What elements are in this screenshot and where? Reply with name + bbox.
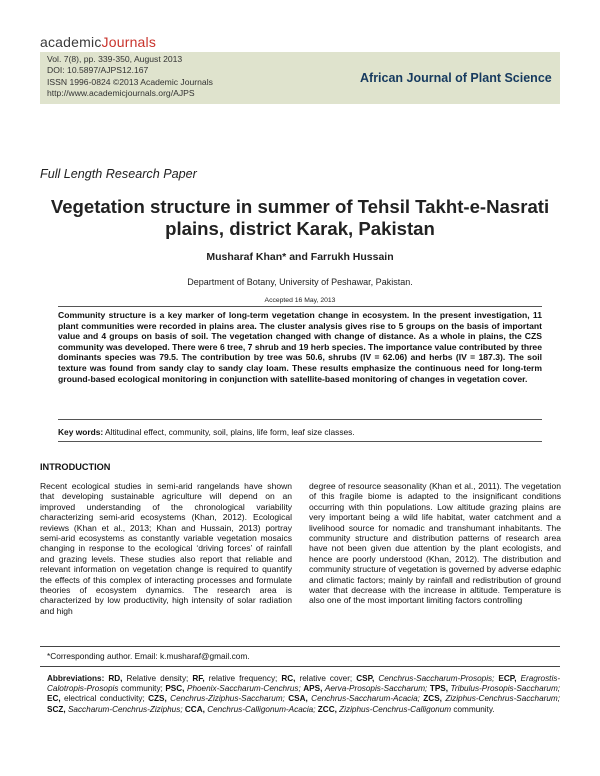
paper-title: Vegetation structure in summer of Tehsil Takht-e-Nasrati plains, district Karak, Pakistan — [50, 196, 550, 239]
paper-type: Full Length Research Paper — [40, 167, 197, 181]
journal-issn: ISSN 1996-0824 ©2013 Academic Journals — [47, 76, 213, 87]
abbrev-code: PSC, — [165, 684, 185, 694]
abbrev-desc: relative frequency; — [208, 674, 278, 683]
abbrev-desc: electrical conductivity; — [64, 694, 145, 704]
abstract-top-rule — [58, 306, 542, 307]
abbrev-desc: Cenchrus-Saccharum-Acacia; — [311, 694, 420, 704]
journal-url[interactable]: http://www.academicjournals.org/AJPS — [47, 88, 195, 99]
abbrev-code: CSA, — [288, 694, 308, 704]
abbreviations — [47, 674, 560, 715]
publisher-logo — [40, 34, 156, 50]
abbrev-code: ZCS, — [423, 694, 442, 704]
section-heading-introduction: INTRODUCTION — [40, 462, 111, 472]
abbrev-code: TPS, — [429, 684, 449, 694]
abbrev-desc: Cenchrus-Saccharum-Prosopis; — [378, 674, 495, 683]
abbrev-code: CCA, — [184, 704, 205, 714]
accepted-date: Accepted 16 May, 2013 — [264, 297, 336, 304]
abbrev-desc: Relative density; — [126, 674, 189, 683]
abstract-text: Community structure is a key marker of long-term vegetation change in ecosystem. In the present investigation, 11 plant communities were recorded in plains area. The cluster analysis gives rise to 5 groups on the basis of important value and 4 groups on basis of soil. The vegetation changed with change of distance. As a whole in plains, the CZS community was developed. There were 6 tree, 7 shrub and 19 herb species. The importance value contributed by three dominants species was 79.5. The contribution by tree was 50.6, shrubs (IV = 62.06) and herbs (IV = 187.3). The soil texture was found from sandy clay to sandy clay loam. These results emphasize the continuous need for long-term ground-based ecological monitoring in conjunction with satellite-based monitoring of changes in vegetation cover. — [58, 310, 542, 384]
publisher-logo-part2: Journals — [101, 34, 157, 50]
journal-volume: Vol. 7(8), pp. 339-350, August 2013 — [47, 54, 183, 64]
abbrev-code: SCZ, — [47, 704, 66, 714]
abbrev-code: CZS, — [148, 694, 167, 704]
journal-meta — [47, 54, 213, 100]
footnote-top-rule — [40, 646, 560, 647]
abbrev-desc: Ziziphus-Cenchrus-Calligonum — [339, 704, 452, 714]
abbrev-code: RF, — [192, 674, 205, 683]
keywords — [58, 427, 542, 437]
abbrev-tail: community. — [453, 704, 495, 714]
abbrev-desc: Cenchrus-Calligonum-Acacia; — [207, 704, 316, 714]
abbrev-desc: Eragrostis-Calotropis-Prosopis — [47, 674, 561, 694]
abbrev-code: RC, — [281, 674, 296, 683]
abbrev-code: ECP, — [498, 674, 517, 683]
keywords-label: Key words: — [58, 427, 104, 437]
journal-name: African Journal of Plant Science — [360, 71, 552, 85]
abbrev-tail: community; — [120, 684, 163, 694]
abbrev-code: RD, — [108, 674, 123, 683]
abbrev-desc: Cenchrus-Ziziphus-Saccharum; — [170, 694, 285, 704]
author-affiliation: Department of Botany, University of Peshawar, Pakistan. — [187, 277, 413, 287]
abbrev-desc: Tribulus-Prosopis-Saccharum; — [450, 684, 561, 694]
abbrev-code: CSP, — [356, 674, 375, 683]
paper-authors: Musharaf Khan* and Farrukh Hussain — [206, 251, 394, 263]
abbrev-desc: relative cover; — [299, 674, 353, 683]
intro-column-right: degree of resource seasonality (Khan et al., 2011). The vegetation of this fragile biome is adapted to the insignificant conditions occurring with thin populations. Low altitude grazing plains are very important being a wild life habitat, water catchment and a livelihood source for nomadic and transhumant inhabitants. The community structure and distribution patterns of research area have not been given due attention by the plant ecologists, and hence are poorly understood (Khan, 2012). The distribution and community structure of vegetation is governed by adverse edaphic and climatic factors; mainly by rainfall and redistribution of ground water that decrease with the increase in altitude. Temperature is also one of the most important limiting factors controlling — [309, 481, 561, 606]
footnote-mid-rule — [40, 666, 560, 667]
abbrev-code: ZCC, — [317, 704, 337, 714]
abbreviations-label: Abbreviations: — [47, 674, 105, 683]
keywords-bottom-rule — [58, 441, 542, 442]
abstract-bottom-rule — [58, 419, 542, 420]
abbrev-desc: Aerva-Prosopis-Saccharum; — [324, 684, 428, 694]
intro-column-left: Recent ecological studies in semi-arid rangelands have shown that developing sustainable agriculture will depend on an improved understanding of the chronological variability characterizing semi-arid ecosystems (Khan, 2012). Ecological reviews (Khan et al., 2013; Khan and Hussain, 2013) portray semi-arid ecosystems as constantly variable vegetation mosaics changing in response to the ecological ‘driving forces’ of rainfall and grazing levels. These studies also report that reliable and relevant information on vegetation change is required to quantify the effects of this complex of interacting processes and formulate theories of ecosystem dynamics. The research area is characterized by low productivity, high intensity of solar radiation and high — [40, 481, 292, 616]
abbrev-code: EC, — [47, 694, 61, 704]
corresponding-author: *Corresponding author. Email: k.musharaf@gmail.com. — [47, 651, 250, 661]
publisher-logo-part1: academic — [40, 34, 102, 50]
abbrev-desc: Saccharum-Cenchrus-Ziziphus; — [67, 704, 183, 714]
journal-doi: DOI: 10.5897/AJPS12.167 — [47, 65, 149, 76]
abbrev-desc: Phoenix-Saccharum-Cenchrus; — [186, 684, 301, 694]
abbrev-desc: Ziziphus-Cenchrus-Saccharum; — [445, 694, 560, 704]
abbrev-code: APS, — [303, 684, 323, 694]
keywords-text: Altitudinal effect, community, soil, plains, life form, leaf size classes. — [105, 427, 355, 437]
